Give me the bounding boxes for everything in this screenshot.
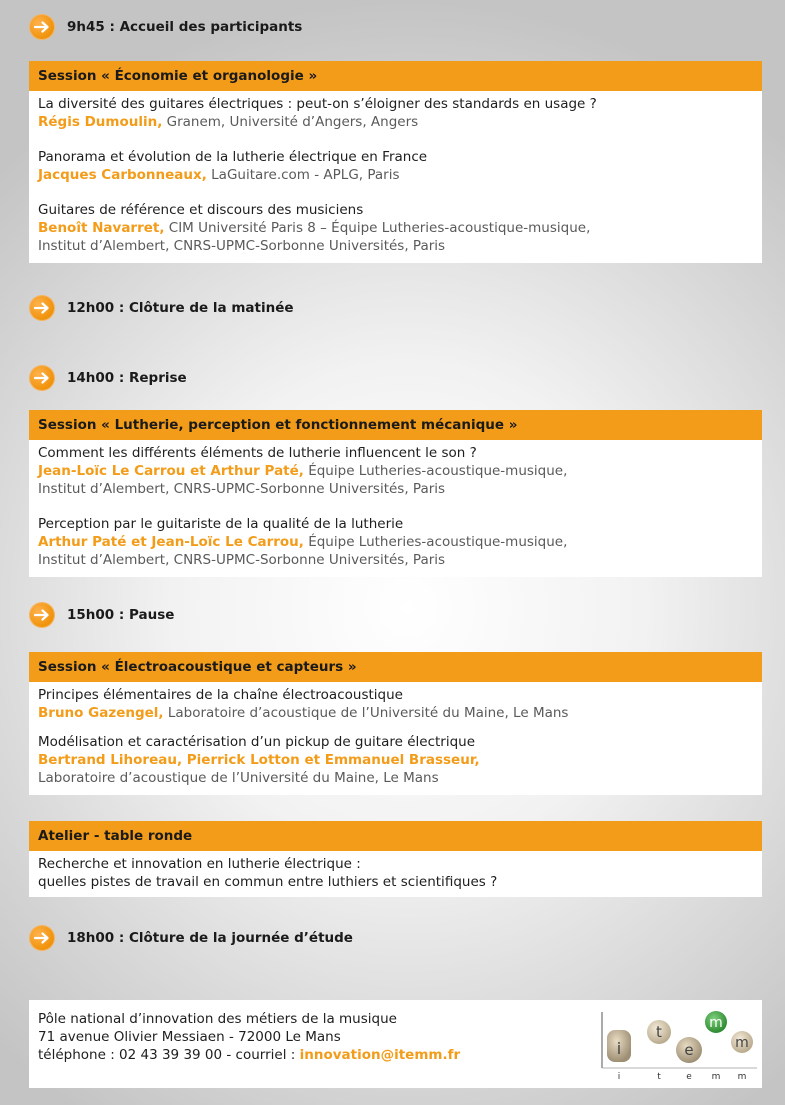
logo-letter: e xyxy=(684,1041,694,1059)
talk-affiliation: Laboratoire d’acoustique de l’Université du Maine, Le Mans xyxy=(38,770,439,786)
logo-letter-small: m xyxy=(737,1072,747,1082)
talk-affiliation-line2: Institut d’Alembert, CNRS-UPMC-Sorbonne Universités, Paris xyxy=(38,552,446,568)
arrow-right-icon xyxy=(30,603,54,627)
session-title: Session « Électroacoustique et capteurs » xyxy=(29,652,762,682)
footer xyxy=(29,1000,762,1088)
talk xyxy=(38,444,753,498)
footer-org: Pôle national d’innovation des métiers de la musique xyxy=(38,1011,397,1027)
talk xyxy=(38,686,753,722)
logo-letter: i xyxy=(616,1039,622,1058)
talk-title: Principes élémentaires de la chaîne électroacoustique xyxy=(38,687,403,703)
logo-letter-small: m xyxy=(711,1072,721,1082)
talk-affiliation: Granem, Université d’Angers, Angers xyxy=(162,114,419,130)
time-label: 15h00 : Pause xyxy=(67,607,175,623)
talk-title: Guitares de référence et discours des musiciens xyxy=(38,202,364,218)
talk xyxy=(38,201,753,255)
logo-letter: m xyxy=(709,1015,723,1031)
time-morning-close xyxy=(30,296,294,320)
logo-letter-small: e xyxy=(686,1072,692,1082)
session-lutherie xyxy=(29,410,762,577)
arrow-right-icon xyxy=(30,15,54,39)
time-pause xyxy=(30,603,174,627)
arrow-right-icon xyxy=(30,926,54,950)
session-atelier xyxy=(29,821,762,897)
talk-speaker: Régis Dumoulin, xyxy=(38,114,163,130)
talk-affiliation-line2: Institut d’Alembert, CNRS-UPMC-Sorbonne Universités, Paris xyxy=(38,481,446,497)
talk-title: Perception par le guitariste de la qualité de la lutherie xyxy=(38,516,404,532)
talk-title: Panorama et évolution de la lutherie électrique en France xyxy=(38,149,428,165)
session-electroacoustique xyxy=(29,652,762,795)
time-label: 14h00 : Reprise xyxy=(67,370,187,386)
session-economie xyxy=(29,61,762,263)
logo-letter-small: i xyxy=(617,1072,621,1082)
talk-affiliation-line2: Institut d’Alembert, CNRS-UPMC-Sorbonne Universités, Paris xyxy=(38,238,446,254)
talk xyxy=(38,855,753,891)
talk-speaker: Jean-Loïc Le Carrou et Arthur Paté, xyxy=(38,463,304,479)
time-resume xyxy=(30,366,187,390)
talk-affiliation: Équipe Lutheries-acoustique-musique, xyxy=(303,463,568,479)
talk xyxy=(38,148,753,184)
arrow-right-icon xyxy=(30,296,54,320)
logo-letter: m xyxy=(735,1035,749,1051)
talk-affiliation: Équipe Lutheries-acoustique-musique, xyxy=(303,534,568,550)
talk-affiliation: CIM Université Paris 8 – Équipe Lutheries-acoustique-musique, xyxy=(164,220,591,236)
time-welcome xyxy=(30,15,302,39)
time-day-close xyxy=(30,926,353,950)
footer-phone: téléphone : 02 43 39 39 00 - courriel : xyxy=(38,1047,300,1063)
time-label: 9h45 : Accueil des participants xyxy=(67,19,303,35)
time-label: 18h00 : Clôture de la journée d’étude xyxy=(67,930,353,946)
session-title: Session « Lutherie, perception et fonctionnement mécanique » xyxy=(29,410,762,440)
talk xyxy=(38,95,753,131)
talk-title: Modélisation et caractérisation d’un pickup de guitare électrique xyxy=(38,734,476,750)
time-label: 12h00 : Clôture de la matinée xyxy=(67,300,294,316)
footer-address: 71 avenue Olivier Messiaen - 72000 Le Mans xyxy=(38,1029,341,1045)
talk-speaker: Bertrand Lihoreau, Pierrick Lotton et Emmanuel Brasseur, xyxy=(38,752,480,768)
talk-title: Recherche et innovation en lutherie électrique : xyxy=(38,856,361,872)
talk-speaker: Benoît Navarret, xyxy=(38,220,165,236)
logo-letter-small: t xyxy=(657,1072,661,1082)
logo-letter: t xyxy=(656,1023,662,1041)
talk xyxy=(38,733,753,787)
session-title: Atelier - table ronde xyxy=(29,821,762,851)
talk-affiliation: LaGuitare.com - APLG, Paris xyxy=(206,167,400,183)
talk-title: Comment les différents éléments de lutherie influencent le son ? xyxy=(38,445,477,461)
arrow-right-icon xyxy=(30,366,54,390)
talk-title: La diversité des guitares électriques : peut-on s’éloigner des standards en usage ? xyxy=(38,96,597,112)
talk-affiliation: Laboratoire d’acoustique de l’Université du Maine, Le Mans xyxy=(163,705,569,721)
talk-speaker: Jacques Carbonneaux, xyxy=(38,167,207,183)
talk-speaker: Arthur Paté et Jean-Loïc Le Carrou, xyxy=(38,534,304,550)
talk-speaker: Bruno Gazengel, xyxy=(38,705,164,721)
session-title: Session « Économie et organologie » xyxy=(29,61,762,91)
talk-title-line2: quelles pistes de travail en commun entre luthiers et scientifiques ? xyxy=(38,874,498,890)
footer-email-link[interactable]: innovation@itemm.fr xyxy=(299,1047,461,1063)
itemm-logo xyxy=(599,1006,759,1082)
talk xyxy=(38,515,753,569)
